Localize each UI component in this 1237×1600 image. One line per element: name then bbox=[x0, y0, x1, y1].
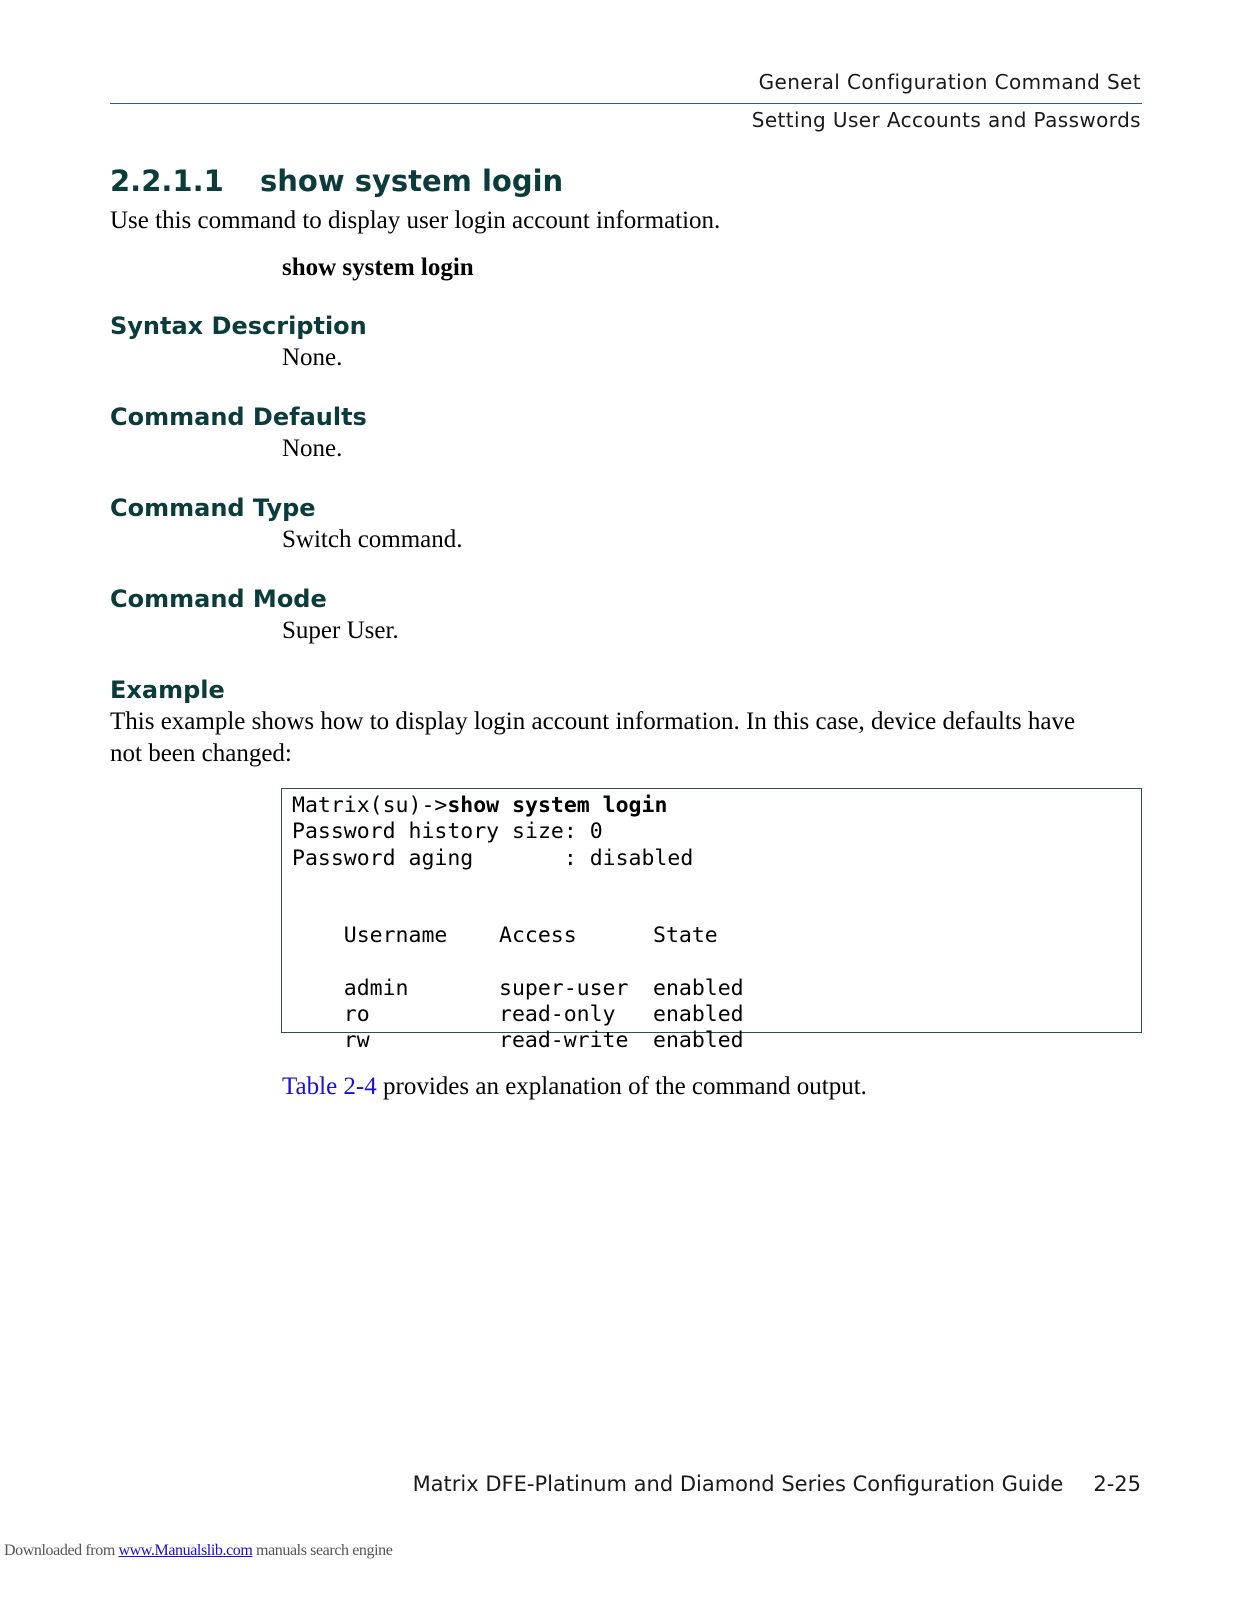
footer-title: Matrix DFE-Platinum and Diamond Series Configuration Guide bbox=[412, 1472, 1064, 1496]
command-syntax: show system login bbox=[282, 254, 474, 281]
command-mode-text: Super User. bbox=[282, 617, 399, 644]
syntax-description-heading: Syntax Description bbox=[110, 312, 367, 340]
code-col-username: Username bbox=[343, 923, 448, 948]
code-history-line: Password history size: 0 bbox=[292, 819, 603, 844]
command-defaults-heading: Command Defaults bbox=[110, 403, 367, 431]
table-reference-paragraph bbox=[282, 1071, 867, 1103]
code-cell-access: read-only bbox=[499, 1002, 616, 1027]
code-cell-state: enabled bbox=[653, 1002, 744, 1027]
code-command-line bbox=[292, 793, 667, 818]
intro-paragraph: Use this command to display user login account information. bbox=[110, 207, 721, 234]
header-rule bbox=[110, 103, 1142, 104]
command-type-heading: Command Type bbox=[110, 494, 316, 522]
example-heading: Example bbox=[110, 676, 225, 704]
section-number: 2.2.1.1 bbox=[110, 164, 224, 198]
running-header-section: Setting User Accounts and Passwords bbox=[751, 108, 1141, 132]
code-example-box bbox=[281, 788, 1142, 1053]
code-prompt: Matrix(su)-> bbox=[292, 793, 448, 818]
code-command: show system login bbox=[447, 793, 668, 818]
syntax-description-text: None. bbox=[282, 344, 343, 371]
page-footer bbox=[413, 1472, 1141, 1496]
section-heading bbox=[110, 164, 563, 198]
command-mode-heading: Command Mode bbox=[110, 585, 327, 613]
code-cell-username: admin bbox=[343, 976, 409, 1001]
download-notice bbox=[4, 1542, 392, 1560]
code-col-state: State bbox=[653, 923, 718, 948]
code-cell-access: super-user bbox=[499, 976, 629, 1001]
table-reference-text: provides an explanation of the command output. bbox=[376, 1073, 867, 1100]
code-cell-username: ro bbox=[343, 1002, 370, 1027]
manualslib-link[interactable]: www.Manualslib.com bbox=[118, 1542, 253, 1559]
code-col-access: Access bbox=[499, 923, 577, 948]
example-paragraph bbox=[110, 706, 1150, 770]
code-cell-state: enabled bbox=[653, 976, 744, 1001]
code-cell-state: enabled bbox=[653, 1028, 744, 1053]
section-title: show system login bbox=[260, 164, 564, 198]
download-prefix: Downloaded from bbox=[4, 1542, 119, 1559]
code-aging-line: Password aging : disabled bbox=[292, 846, 694, 871]
download-suffix: manuals search engine bbox=[252, 1542, 393, 1559]
running-header-chapter: General Configuration Command Set bbox=[758, 70, 1141, 94]
table-2-4-link[interactable]: Table 2-4 bbox=[282, 1073, 377, 1100]
command-type-text: Switch command. bbox=[282, 526, 463, 553]
example-text-line1: This example shows how to display login account information. In this case, device defaults have bbox=[110, 708, 1076, 735]
code-cell-username: rw bbox=[343, 1028, 370, 1053]
command-defaults-text: None. bbox=[282, 435, 343, 462]
page-number: 2-25 bbox=[1093, 1472, 1141, 1496]
code-cell-access: read-write bbox=[499, 1028, 629, 1053]
example-text-line2: not been changed: bbox=[110, 740, 292, 767]
